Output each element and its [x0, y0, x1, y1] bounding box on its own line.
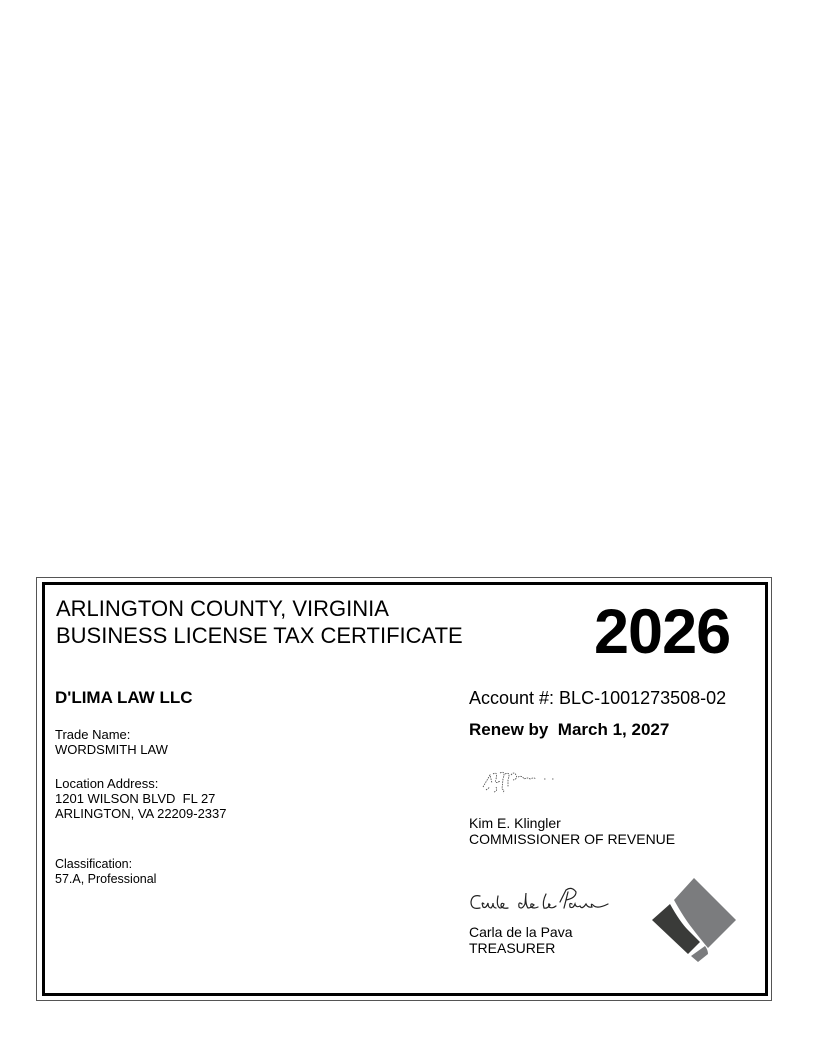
address-line-1: 1201 WILSON BLVD FL 27	[55, 791, 216, 806]
trade-name-value: WORDSMITH LAW	[55, 742, 168, 757]
treasurer-name: Carla de la Pava	[469, 924, 573, 940]
trade-name-block	[55, 727, 168, 757]
treasurer-signature-icon	[468, 884, 616, 918]
classification-block	[55, 857, 156, 887]
arlington-county-logo-icon	[650, 876, 738, 964]
classification-label: Classification:	[55, 857, 133, 871]
license-year: 2026	[594, 597, 731, 667]
title-county: ARLINGTON COUNTY, VIRGINIA	[56, 596, 389, 621]
treasurer-title: TREASURER	[469, 940, 556, 956]
trade-name-label: Trade Name:	[55, 727, 131, 742]
business-name: D'LIMA LAW LLC	[55, 688, 193, 707]
location-address-block	[55, 776, 227, 821]
treasurer-block	[469, 924, 573, 956]
renew-by-date: Renew by March 1, 2027	[469, 720, 670, 739]
commissioner-signature-icon	[478, 765, 573, 797]
commissioner-name: Kim E. Klingler	[469, 815, 561, 831]
account-number: Account #: BLC-1001273508-02	[469, 688, 727, 708]
location-address-label: Location Address:	[55, 776, 159, 791]
certificate-title	[56, 595, 463, 649]
commissioner-title: COMMISSIONER OF REVENUE	[469, 831, 676, 847]
title-certificate-type: BUSINESS LICENSE TAX CERTIFICATE	[56, 623, 463, 648]
classification-value: 57.A, Professional	[55, 872, 157, 886]
address-line-2: ARLINGTON, VA 22209-2337	[55, 806, 227, 821]
commissioner-block	[469, 815, 675, 847]
